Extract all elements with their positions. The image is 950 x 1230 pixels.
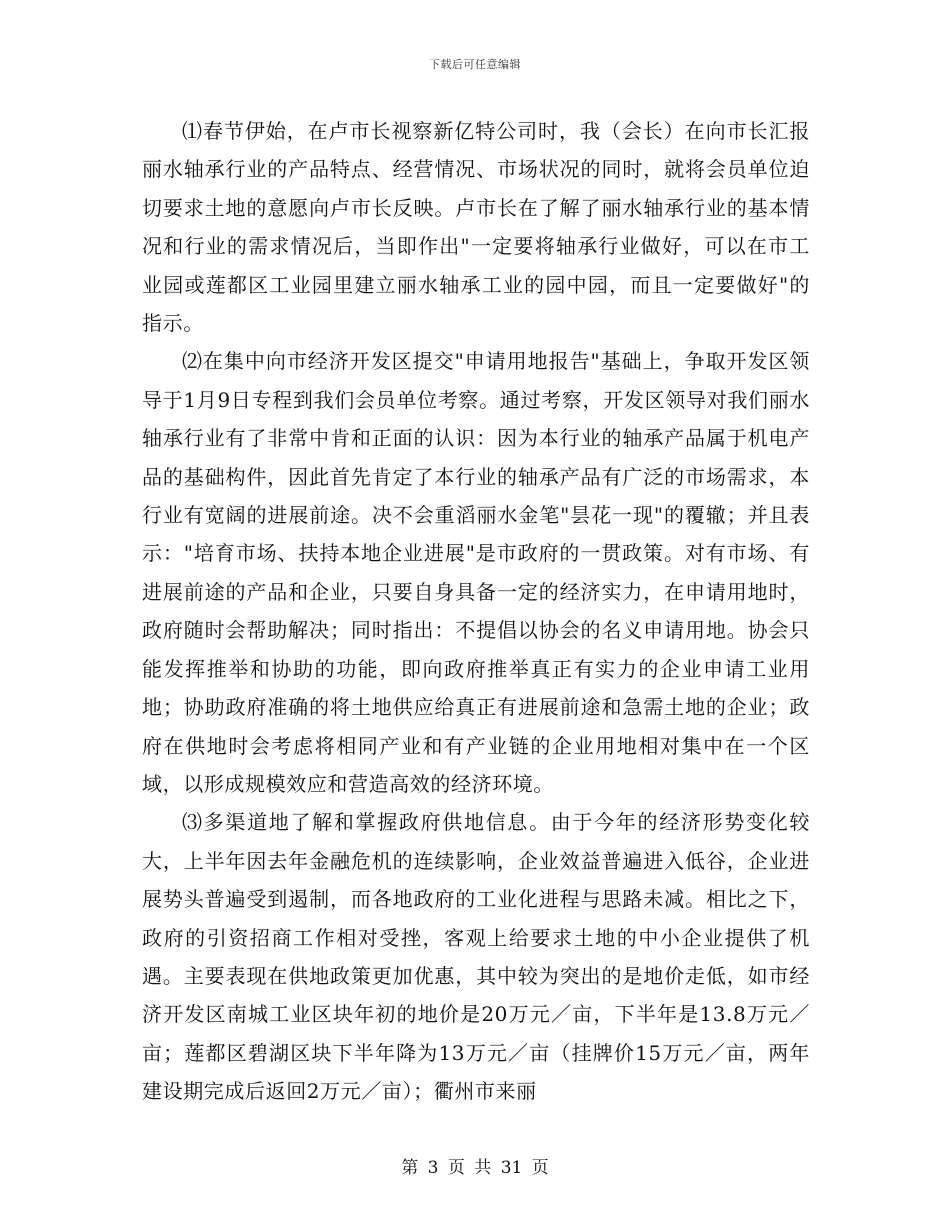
page-header: 下载后可任意编辑 [429, 58, 521, 71]
document-body [142, 112, 810, 1111]
paragraph-1: ⑴春节伊始，在卢市长视察新亿特公司时，我（会长）在向市长汇报丽水轴承行业的产品特点、经营情况、市场状况的同时，就将会员单位迫切要求土地的意愿向卢市长反映。卢市长在了解了丽水轴承行业的基本情况和行业的需求情况后，当即作出"一定要将轴承行业做好，可以在市工业园或莲都区工业园里建立丽水轴承工业的园中园，而且一定要做好"的指示。 [142, 119, 810, 336]
page-number-footer: 第 3 页 共 31 页 [401, 1158, 549, 1178]
paragraph-2: ⑵在集中向市经济开发区提交"申请用地报告"基础上，争取开发区领导于1月9日专程到我们会员单位考察。通过考察，开发区领导对我们丽水轴承行业有了非常中肯和正面的认识：因为本行业的轴承产品属于机电产品的基础构件，因此首先肯定了本行业的轴承产品有广泛的市场需求，本行业有宽阔的进展前途。决不会重滔丽水金笔"昙花一现"的覆辙；并且表示："培育市场、扶持本地企业进展"是市政府的一贯政策。对有市场、有进展前途的产品和企业，只要自身具备一定的经济实力，在申请用地时，政府随时会帮助解决；同时指出：不提倡以协会的名义申请用地。协会只能发挥推举和协助的功能，即向政府推举真正有实力的企业申请工业用地；协助政府准确的将土地供应给真正有进展前途和急需土地的企业；政府在供地时会考虑将相同产业和有产业链的企业用地相对集中在一个区域，以形成规模效应和营造高效的经济环境。 [142, 349, 810, 796]
paragraph-3: ⑶多渠道地了解和掌握政府供地信息。由于今年的经济形势变化较大，上半年因去年金融危机的连续影响，企业效益普遍进入低谷，企业进展势头普遍受到遏制，而各地政府的工业化进程与思路未减。相比之下，政府的引资招商工作相对受挫，客观上给要求土地的中小企业提供了机遇。主要表现在供地政策更加优惠，其中较为突出的是地价走低，如市经济开发区南城工业区块年初的地价是20万元／亩，下半年是13.8万元／亩；莲都区碧湖区块下半年降为13万元／亩（挂牌价15万元／亩，两年建设期完成后返回2万元／亩）；衢州市来丽 [142, 810, 810, 1104]
